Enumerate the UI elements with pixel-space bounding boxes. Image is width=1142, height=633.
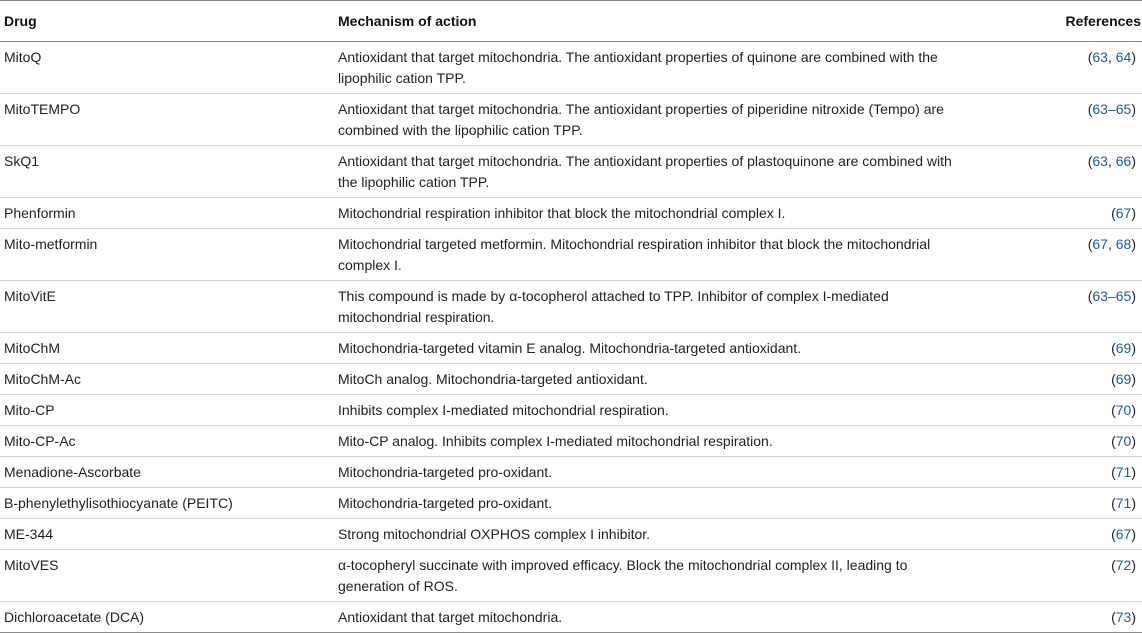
ref-open-paren: ( <box>1087 153 1093 169</box>
mechanism-cell: Inhibits complex I-mediated mitochondrial respiration. <box>338 395 1024 426</box>
mechanism-cell: Mitochondria-targeted vitamin E analog. Mitochondria-targeted antioxidant. <box>338 333 1024 364</box>
mechanism-cell: Antioxidant that target mitochondria. The antioxidant properties of piperidine nitroxide (Tempo) are combined with the lipophilic cation TPP. <box>338 94 1024 146</box>
drug-name-cell: MitoChM <box>0 333 338 364</box>
references-cell <box>1024 229 1142 281</box>
reference-link[interactable]: 69 <box>1115 371 1132 387</box>
ref-open-paren: ( <box>1111 557 1116 573</box>
references-cell <box>1024 281 1142 333</box>
ref-close-paren: ) <box>1131 609 1136 625</box>
ref-open-paren: ( <box>1111 433 1116 449</box>
reference-link[interactable]: 67 <box>1115 205 1132 221</box>
drug-name-cell: Mito-CP <box>0 395 338 426</box>
drug-name-cell: MitoVitE <box>0 281 338 333</box>
mechanism-cell: Mitochondria-targeted pro-oxidant. <box>338 488 1024 519</box>
drug-name-cell: SkQ1 <box>0 146 338 198</box>
reference-link[interactable]: 63–65 <box>1092 288 1132 304</box>
reference-link[interactable]: 67 <box>1115 526 1132 542</box>
mechanism-cell: Mito-CP analog. Inhibits complex I-mediated mitochondrial respiration. <box>338 426 1024 457</box>
table-row <box>0 146 1142 198</box>
ref-close-paren: ) <box>1131 205 1136 221</box>
header-mechanism: Mechanism of action <box>338 1 1024 42</box>
references-cell <box>1024 602 1142 633</box>
drug-name-cell: Dichloroacetate (DCA) <box>0 602 338 633</box>
reference-link[interactable]: 66 <box>1115 153 1132 169</box>
mechanism-cell: Mitochondrial targeted metformin. Mitochondrial respiration inhibitor that block the mitochondrial complex I. <box>338 229 1024 281</box>
header-references: References <box>1024 1 1142 42</box>
table-row <box>0 94 1142 146</box>
ref-open-paren: ( <box>1111 526 1116 542</box>
mechanism-cell: Strong mitochondrial OXPHOS complex I inhibitor. <box>338 519 1024 550</box>
drug-name-cell: MitoChM-Ac <box>0 364 338 395</box>
reference-link[interactable]: 73 <box>1115 609 1132 625</box>
drug-name-cell: MitoVES <box>0 550 338 602</box>
header-row <box>0 1 1142 42</box>
drug-name-cell: Menadione-Ascorbate <box>0 457 338 488</box>
table-row <box>0 602 1142 633</box>
reference-link[interactable]: 67 <box>1092 236 1108 252</box>
ref-close-paren: ) <box>1131 49 1136 65</box>
ref-close-paren: ) <box>1131 464 1136 480</box>
ref-separator: , <box>1107 49 1116 65</box>
mechanism-cell: MitoCh analog. Mitochondria-targeted antioxidant. <box>338 364 1024 395</box>
ref-close-paren: ) <box>1131 526 1136 542</box>
ref-open-paren: ( <box>1087 288 1093 304</box>
table-row <box>0 457 1142 488</box>
table-row <box>0 42 1142 94</box>
ref-open-paren: ( <box>1111 205 1116 221</box>
reference-link[interactable]: 63 <box>1092 153 1108 169</box>
table-header <box>0 1 1142 42</box>
mechanism-cell: Antioxidant that target mitochondria. The antioxidant properties of quinone are combined with the lipophilic cation TPP. <box>338 42 1024 94</box>
table-row <box>0 281 1142 333</box>
table-row <box>0 488 1142 519</box>
reference-link[interactable]: 63–65 <box>1092 101 1132 117</box>
drug-name-cell: Mito-CP-Ac <box>0 426 338 457</box>
drug-name-cell: B-phenylethylisothiocyanate (PEITC) <box>0 488 338 519</box>
references-cell <box>1024 519 1142 550</box>
drug-name-cell: Phenformin <box>0 198 338 229</box>
ref-close-paren: ) <box>1131 495 1136 511</box>
table-row <box>0 426 1142 457</box>
ref-open-paren: ( <box>1111 371 1116 387</box>
reference-link[interactable]: 63 <box>1092 49 1108 65</box>
ref-open-paren: ( <box>1087 101 1093 117</box>
reference-link[interactable]: 68 <box>1115 236 1132 252</box>
references-cell <box>1024 333 1142 364</box>
reference-link[interactable]: 70 <box>1115 402 1132 418</box>
mechanism-cell: Antioxidant that target mitochondria. <box>338 602 1024 633</box>
references-cell <box>1024 42 1142 94</box>
reference-link[interactable]: 64 <box>1115 49 1132 65</box>
table-row <box>0 364 1142 395</box>
table-row <box>0 229 1142 281</box>
drug-name-cell: ME-344 <box>0 519 338 550</box>
ref-open-paren: ( <box>1111 464 1116 480</box>
ref-close-paren: ) <box>1131 557 1136 573</box>
ref-open-paren: ( <box>1087 236 1093 252</box>
ref-open-paren: ( <box>1111 609 1116 625</box>
mechanism-cell: Mitochondrial respiration inhibitor that block the mitochondrial complex I. <box>338 198 1024 229</box>
references-cell <box>1024 94 1142 146</box>
mechanism-cell: α-tocopheryl succinate with improved efficacy. Block the mitochondrial complex II, leading to generation of ROS. <box>338 550 1024 602</box>
ref-open-paren: ( <box>1111 402 1116 418</box>
reference-link[interactable]: 72 <box>1115 557 1132 573</box>
ref-close-paren: ) <box>1131 371 1136 387</box>
header-drug: Drug <box>0 1 338 42</box>
references-cell <box>1024 550 1142 602</box>
ref-close-paren: ) <box>1131 288 1136 304</box>
ref-close-paren: ) <box>1131 433 1136 449</box>
table-row <box>0 550 1142 602</box>
table-row <box>0 395 1142 426</box>
table-body <box>0 42 1142 633</box>
reference-link[interactable]: 69 <box>1115 340 1132 356</box>
ref-close-paren: ) <box>1131 340 1136 356</box>
reference-link[interactable]: 71 <box>1115 495 1132 511</box>
mechanism-cell: Antioxidant that target mitochondria. The antioxidant properties of plastoquinone are combined with the lipophilic cation TPP. <box>338 146 1024 198</box>
mechanism-cell: Mitochondria-targeted pro-oxidant. <box>338 457 1024 488</box>
drug-name-cell: MitoTEMPO <box>0 94 338 146</box>
table-row <box>0 333 1142 364</box>
ref-close-paren: ) <box>1131 101 1136 117</box>
references-cell <box>1024 488 1142 519</box>
ref-open-paren: ( <box>1111 340 1116 356</box>
ref-open-paren: ( <box>1087 49 1093 65</box>
references-cell <box>1024 426 1142 457</box>
reference-link[interactable]: 71 <box>1115 464 1132 480</box>
table-row <box>0 519 1142 550</box>
references-cell <box>1024 198 1142 229</box>
ref-separator: , <box>1107 153 1116 169</box>
table-row <box>0 198 1142 229</box>
ref-close-paren: ) <box>1131 236 1136 252</box>
drug-name-cell: MitoQ <box>0 42 338 94</box>
references-cell <box>1024 395 1142 426</box>
references-cell <box>1024 146 1142 198</box>
ref-close-paren: ) <box>1131 153 1136 169</box>
mechanism-cell: This compound is made by α-tocopherol attached to TPP. Inhibitor of complex I-mediated mitochondrial respiration. <box>338 281 1024 333</box>
ref-open-paren: ( <box>1111 495 1116 511</box>
references-cell <box>1024 364 1142 395</box>
ref-close-paren: ) <box>1131 402 1136 418</box>
references-cell <box>1024 457 1142 488</box>
ref-separator: , <box>1107 236 1116 252</box>
reference-link[interactable]: 70 <box>1115 433 1132 449</box>
drug-name-cell: Mito-metformin <box>0 229 338 281</box>
